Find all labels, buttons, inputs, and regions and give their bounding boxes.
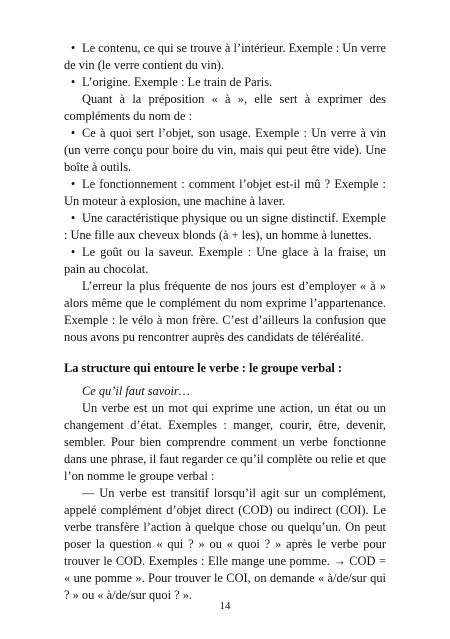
bullet-item (64, 74, 386, 91)
bullet-item (64, 40, 386, 74)
paragraph-transitive-verb: — Un verbe est transitif lorsqu’il agit sur un complément, appelé complément d’objet direct (COD) ou indirect (COI). Le verbe transfère l’action à quelque chose ou quelqu’un. On peut poser la question « qui ? » ou « quoi ? » après le verbe pour trouver le COD. Exemples : Elle mange une pomme. → COD = « une pomme ». Pour trouver le COI, on demande « à/de/sur qui ? » ou « à/de/sur quoi ? ». (64, 486, 386, 602)
bullet-text: L’origine. Exemple : Le train de Paris. (82, 75, 273, 89)
bullet-text: Le fonctionnement : comment l’objet est-il mû ? Exemple : Un moteur à explosion, une machine à laver. (64, 177, 386, 208)
paragraph-error: L’erreur la plus fréquente de nos jours est d’employer « à » alors même que le complément du nom exprime l’appartenance. Exemple : le vélo à mon frère. C’est d’ailleurs la confusion que nous avons pu rencontrer auprès des candidats de téléréalité. (64, 279, 386, 344)
bullet-item (64, 210, 386, 244)
page-number: 14 (219, 600, 231, 612)
bullet-text: Ce à quoi sert l’objet, son usage. Exemple : Un verre à vin (un verre conçu pour boire du vin, mais qui peut être vide). Une boîte à outils. (64, 126, 386, 174)
bullet-text: Une caractéristique physique ou un signe distinctif. Exemple : Une fille aux cheveux blonds (à + les), un homme à lunettes. (64, 211, 386, 242)
bullet-text: Le contenu, ce qui se trouve à l’intérieur. Exemple : Un verre de vin (le verre contient du vin). (64, 41, 386, 72)
bullet-icon: • (70, 211, 76, 225)
bullet-item (64, 176, 386, 210)
section-subheading: Ce qu’il faut savoir… (82, 384, 190, 398)
bullet-icon: • (70, 41, 76, 55)
paragraph-verb-definition: Un verbe est un mot qui exprime une action, un état ou un changement d’état. Exemples : manger, courir, être, devenir, sembler. Pour bien comprendre comment un verbe fonctionne dans une phrase, il faut regarder ce qu’il complète ou relie et que l’on nomme le groupe verbal : (64, 401, 386, 483)
document-page-body (64, 40, 386, 604)
paragraph-preposition-a: Quant à la préposition « à », elle sert à exprimer des compléments du nom de : (64, 92, 386, 123)
bullet-item (64, 125, 386, 176)
bullet-text: Le goût ou la saveur. Exemple : Une glace à la fraise, un pain au chocolat. (64, 245, 386, 276)
bullet-icon: • (70, 245, 76, 259)
bullet-icon: • (70, 75, 76, 89)
bullet-icon: • (70, 126, 76, 140)
bullet-item (64, 244, 386, 278)
bullet-icon: • (70, 177, 76, 191)
section-heading: La structure qui entoure le verbe : le groupe verbal : (64, 361, 343, 375)
